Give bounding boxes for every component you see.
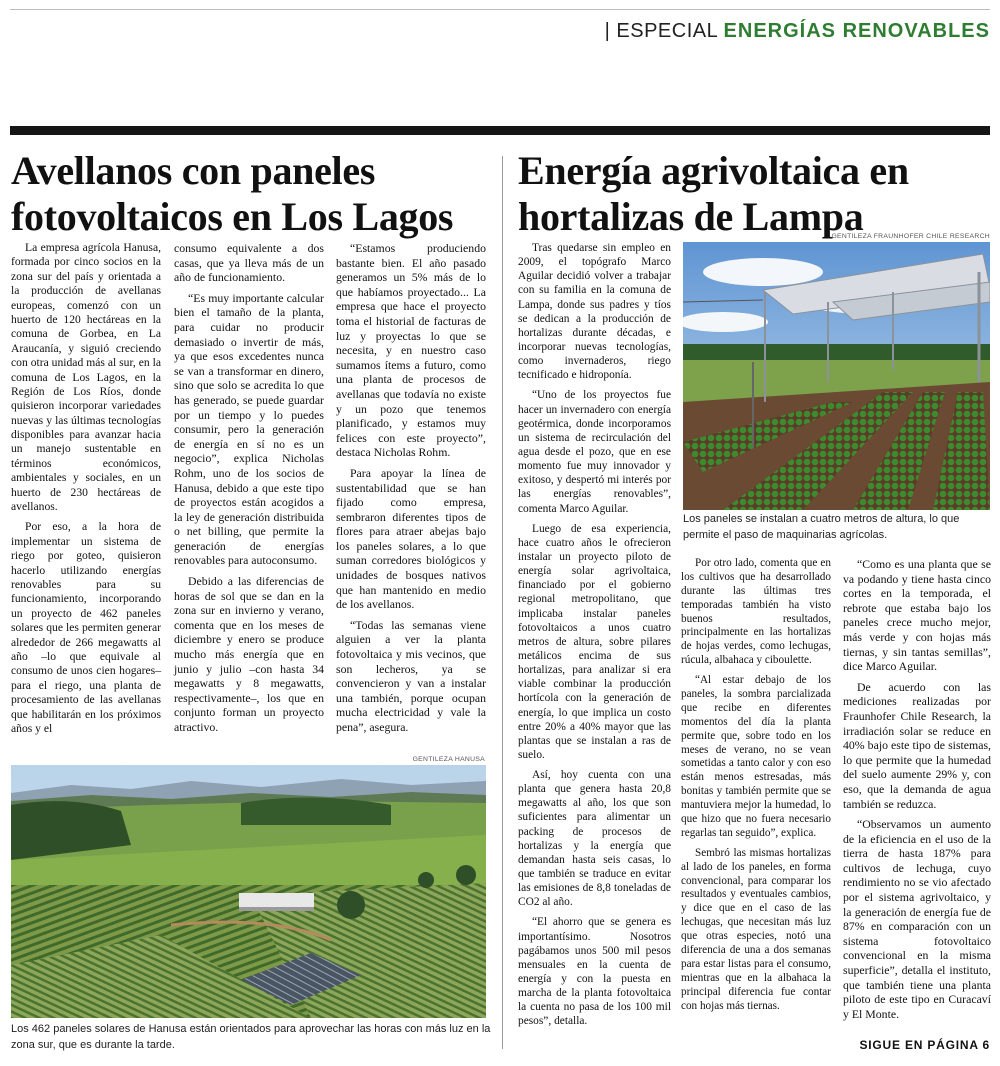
paragraph: “Como es una planta que se va podando y tiene hasta cinco cortes en la temporada, el rebrote que estaba bajo los paneles crece mucho mejor, más verde y con hojas más tiernas, y sin tantas semillas”, dice Marco Aguilar. — [843, 557, 991, 674]
paragraph: “Uno de los proyectos fue hacer un invernadero con energía geotérmica, donde incorporamos un sistema de recirculación del agua desde el pozo, que en ese momento fue muy innovador y exitoso, y despertó mi interés por las energías renovables”, comenta Marco Aguilar. — [518, 389, 671, 515]
section-prefix: ESPECIAL — [616, 20, 718, 42]
continued-link[interactable]: SIGUE EN PÁGINA 6 — [859, 1038, 990, 1052]
paragraph: De acuerdo con las mediciones realizadas por Fraunhofer Chile Research, la irradiación solar se reduce en 40% bajo este tipo de sistemas, lo que permite que la humedad del suelo aumente 29% y, con eso, que la demanda de agua también se reduzca. — [843, 679, 991, 811]
paragraph: Por eso, a la hora de implementar un sistema de riego por goteo, quisieron hacerlo utilizando energías renovables para su funcionamiento, incorporando un proyecto de 462 paneles solares que les permiten generar alrededor de 266 megawatts al año –lo que equivale al consumo de unos cien hogares– para el riego, una planta de procesamiento de las avellanas que habilitarán en los próximos años y el — [11, 520, 161, 735]
right-article-title: Energía agrivoltaica en hortalizas de Lampa — [518, 148, 909, 239]
paragraph: “El ahorro que se genera es importantísimo. Nosotros pagábamos unos 500 mil pesos mensuales en la cuenta de energía y con la puesta en marcha de la planta fotovoltaica la cuenta no pasa de los 100 mil pesos”, detalla. — [518, 916, 671, 1028]
left-col-3 — [336, 241, 486, 741]
paragraph: Por otro lado, comenta que en los cultivos que ha desarrollado durante las últimas tres temporadas también ha visto buenos resultados, principalmente en las hortalizas de hojas verdes, como lechugas, rúcula, albahaca y ciboulette. — [681, 557, 831, 667]
paragraph: Tras quedarse sin empleo en 2009, el topógrafo Marco Aguilar decidió volver a trabajar con su familia en la comuna de Lampa, donde sus padres y tíos se dedican a la producción de hortalizas durante décadas, e incorporar nuevas tecnologías, como invernaderos, riego tecnificado e hidroponía. — [518, 242, 671, 382]
agrivoltaic-field-photo — [683, 242, 990, 510]
left-col-1 — [11, 241, 161, 742]
left-col-2 — [174, 241, 324, 741]
right-photo-credit: GENTILEZA FRAUNHOFER CHILE RESEARCH — [831, 233, 990, 240]
hazelnut-orchard-photo — [11, 765, 486, 1018]
paragraph: Debido a las diferencias de horas de sol que se dan en la zona sur en invierno y verano, comenta que en los meses de diciembre y enero se produce mucho más energía que en junio y julio –con hasta 34 megawatts y 8 megawatts, respectivamente–, los que en conjunto forman un proyecto atractivo. — [174, 574, 324, 734]
section-topic: ENERGÍAS RENOVABLES — [723, 20, 990, 42]
paragraph: “Es muy importante calcular bien el tamaño de la planta, para cuidar no producir demasiado o invertir de más, ya que esos excedentes nunca se van a transformar en dinero, sino que solo se acredita lo que has generado, se puede guardar por un tiempo y lo puedes consumir, pero la generación de energía en sí no es un negocio”, explica Nicholas Rohm, uno de los socios de Hanusa, debido a que este tipo de proyectos están acogidos a la ley de generación distribuida o net billing, que permite la generación de energías renovables para autoconsumo. — [174, 290, 324, 568]
column-divider — [502, 156, 503, 1049]
paragraph: “Observamos un aumento de la eficiencia en el uso de la tierra de hasta 187% para cultivos de lechuga, cuyo rendimiento no se vio afectado por el sistema agrivoltaico, y la generación de energía fue de 87% en comparación con un sistema fotovoltaico convencional en la misma superficie”, detalla el instituto, que también tiene una planta piloto de este tipo en Curacaví y El Monte. — [843, 817, 991, 1021]
paragraph: La empresa agrícola Hanusa, formada por cinco socios en la zona sur del país y orientada a la producción de avellanas europeas, comenzó con un huerto de 120 hectáreas en la comuna de Gorbea, en La Araucanía, y siguió creciendo con otra unidad más al sur, en la comuna de Los Lagos, en la Región de Los Ríos, donde quisieron incorporar variedades nuevas y las últimas tecnologías disponibles para avanzar hacia un manejo sustentable en términos económicos, ambientales y sociales, en un huerto de 230 hectáreas de avellanos. — [11, 241, 161, 514]
left-photo-credit: GENTILEZA HANUSA — [412, 756, 485, 763]
paragraph: Así, hoy cuenta con una planta que genera hasta 20,8 megawatts al año, los que son suficientes para alimentar un packing de procesos de hortalizas y la energía que demandan hasta seis casas, lo que también se traduce en evitar las emisiones de 8,8 toneladas de CO2 al año. — [518, 769, 671, 909]
header-rule — [10, 126, 990, 135]
paragraph: Para apoyar la línea de sustentabilidad que se han fijado como empresa, sembraron diferentes tipos de flores para atraer abejas bajo los paneles solares, a lo que suman corredores biológicos y unidades de bosques nativos que han mantenido en medio de los avellanos. — [336, 465, 486, 612]
right-col-2 — [681, 557, 831, 1020]
section-header — [605, 20, 990, 43]
section-pipe: | — [604, 20, 611, 42]
paragraph: Luego de esa experiencia, hace cuatro años le ofrecieron instalar un proyecto piloto de energía solar agrivoltaica, financiado por el gobierno regional metropolitano, que implicaba instalar paneles fotovoltaicos a unos cuatro metros de altura, sobre pilares metálicos encima de sus hortalizas, para analizar si era viable combinar la producción hortícola con la generación de energía, lo que implica un costo entre 20% a 40% mayor que las plantas que se instalan a ras de suelo. — [518, 522, 671, 761]
paragraph: “Al estar debajo de los paneles, la sombra parcializada que recibe en diferentes momentos del día la planta permite que, sobre todo en los meses de verano, no se vean sometidas a tanto calor y con eso están menos estresadas, más bonitas y también permite que se mantuviera mejor la humedad, lo que hizo que no fuera necesario regarlas tan seguido”, explica. — [681, 674, 831, 839]
right-col-1 — [518, 241, 671, 1035]
top-hairline — [10, 9, 990, 10]
paragraph: Sembró las mismas hortalizas al lado de los paneles, en forma convencional, para comparar los resultados y eventuales cambios, y dice que en el caso de las lechugas, que necesitan más luz que otras especies, notó una diferencia de una a dos semanas para estar listas para el consumo, mientras que en la albahaca la principal diferencia fue contar con hojas más tiernas. — [681, 846, 831, 1012]
paragraph: consumo equivalente a dos casas, que ya lleva más de un año de funcionamiento. — [174, 241, 324, 285]
right-col-3 — [843, 557, 991, 1027]
left-article-title: Avellanos con paneles fotovoltaicos en Los Lagos — [11, 148, 454, 239]
left-photo-caption: Los 462 paneles solares de Hanusa están orientados para aprovechar las horas con más luz en la zona sur, que es durante la tarde. — [11, 1023, 491, 1051]
paragraph: “Estamos produciendo bastante bien. El año pasado generamos un 5% más de lo que habíamos proyectado... La empresa que hace el proyecto toma el historial de facturas de luz y proyectas lo que se necesita, y en nuestro caso sumamos ítems a futuro, como una planta de procesos de avellanas que todavía no existe y un pozo que tenemos planificado, y estamos muy felices con este proyecto”, destaca Nicholas Rohm. — [336, 241, 486, 460]
right-photo-caption: Los paneles se instalan a cuatro metros de altura, lo que permite el paso de maquinarias agrícolas. — [683, 513, 960, 541]
paragraph: “Todas las semanas viene alguien a ver la planta fotovoltaica y mis vecinos, que son lecheros, ya se convencieron y van a instalar una también, porque ocupan mucha electricidad y vale la pena”, asegura. — [336, 617, 486, 734]
